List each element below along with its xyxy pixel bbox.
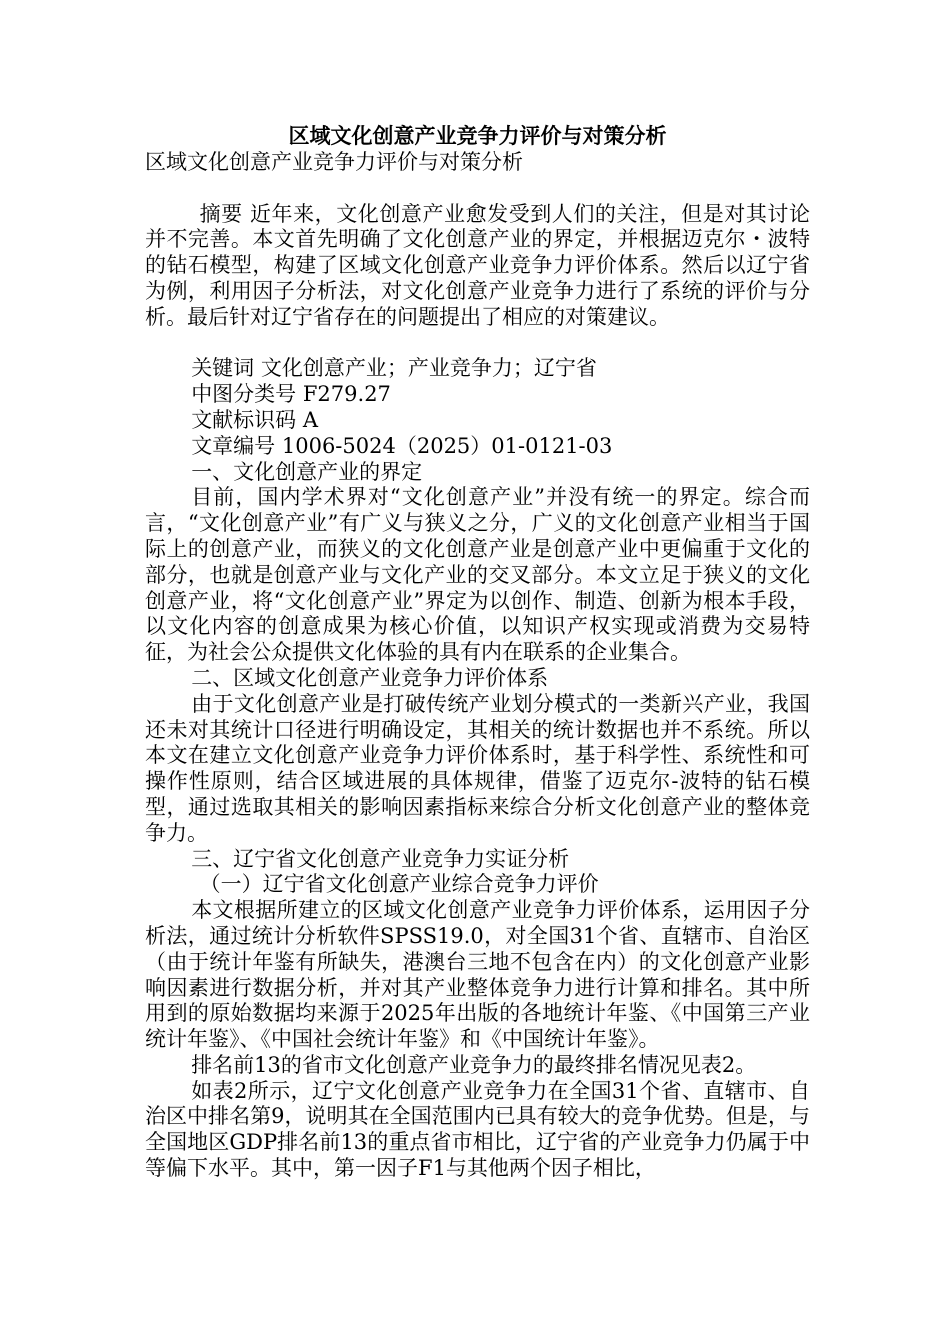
section-2-paragraph: 由于文化创意产业是打破传统产业划分模式的一类新兴产业，我国还未对其统计口径进行明确设定，其相关的统计数据也并不系统。所以本文在建立文化创意产业竞争力评价体系时，基于科学性、系统性和可操作性原则，结合区域进展的具体规律，借鉴了迈克尔-波特的钻石模型，通过选取其相关的影响因素指标来综合分析文化创意产业的整体竞争力。: [145, 691, 810, 845]
document-code-line: 文献标识码 A: [191, 407, 319, 432]
section-3-heading: 三、辽宁省文化创意产业竞争力实证分析: [191, 846, 570, 871]
article-number-line: 文章编号 1006-5024（2025）01-0121-03: [191, 433, 613, 458]
document-title: 区域文化创意产业竞争力评价与对策分析: [288, 123, 667, 148]
section-1-heading: 一、文化创意产业的界定: [191, 459, 423, 484]
section-1-paragraph: 目前，国内学术界对“文化创意产业”并没有统一的界定。综合而言，“文化创意产业”有广义与狭义之分，广义的文化创意产业相当于国际上的创意产业，而狭义的文化创意产业是创意产业中更偏重于文化的部分，也就是创意产业与文化产业的交叉部分。本文立足于狭义的文化创意产业，将“文化创意产业”界定为以创作、制造、创新为根本手段，以文化内容的创意成果为核心价值，以知识产权实现或消费为交易特征，为社会公众提供文化体验的具有内在联系的企业集合。: [145, 485, 810, 665]
section-3-1-heading: （一）辽宁省文化创意产业综合竞争力评价: [199, 872, 599, 897]
blank-line: [145, 176, 810, 202]
section-3-paragraph-3: 如表2所示，辽宁文化创意产业竞争力在全国31个省、直辖市、自治区中排名第9，说明其在全国范围内已具有较大的竞争优势。但是，与全国地区GDP排名前13的重点省市相比，辽宁省的产业竞争力仍属于中等偏下水平。其中，第一因子F1与其他两个因子相比，: [145, 1078, 810, 1181]
clc-line: 中图分类号 F279.27: [191, 382, 391, 407]
document-subtitle: 区域文化创意产业竞争力评价与对策分析: [145, 150, 523, 174]
section-3-paragraph-2: 排名前13的省市文化创意产业竞争力的最终排名情况见表2。: [191, 1052, 757, 1077]
blank-line: [145, 331, 810, 357]
section-3-paragraph-1: 本文根据所建立的区域文化创意产业竞争力评价体系，运用因子分析法，通过统计分析软件SPSS19.0，对全国31个省、直辖市、自治区（由于统计年鉴有所缺失，港澳台三地不包含在内）的文化创意产业影响因素进行数据分析，并对其产业整体竞争力进行计算和排名。其中所用到的原始数据均来源于2025年出版的各地统计年鉴、《中国第三产业统计年鉴》、《中国社会统计年鉴》和《中国统计年鉴》。: [145, 898, 810, 1052]
keywords-line: 关键词 文化创意产业；产业竞争力；辽宁省: [191, 356, 597, 381]
document-body: [145, 122, 810, 1182]
abstract-paragraph: 摘要 近年来，文化创意产业愈发受到人们的关注，但是对其讨论并不完善。本文首先明确了文化创意产业的界定，并根据迈克尔・波特的钻石模型，构建了区域文化创意产业竞争力评价体系。然后以辽宁省为例，利用因子分析法，对文化创意产业竞争力进行了系统的评价与分析。最后针对辽宁省存在的问题提出了相应的对策建议。: [145, 201, 810, 329]
section-2-heading: 二、区域文化创意产业竞争力评价体系: [191, 665, 549, 690]
